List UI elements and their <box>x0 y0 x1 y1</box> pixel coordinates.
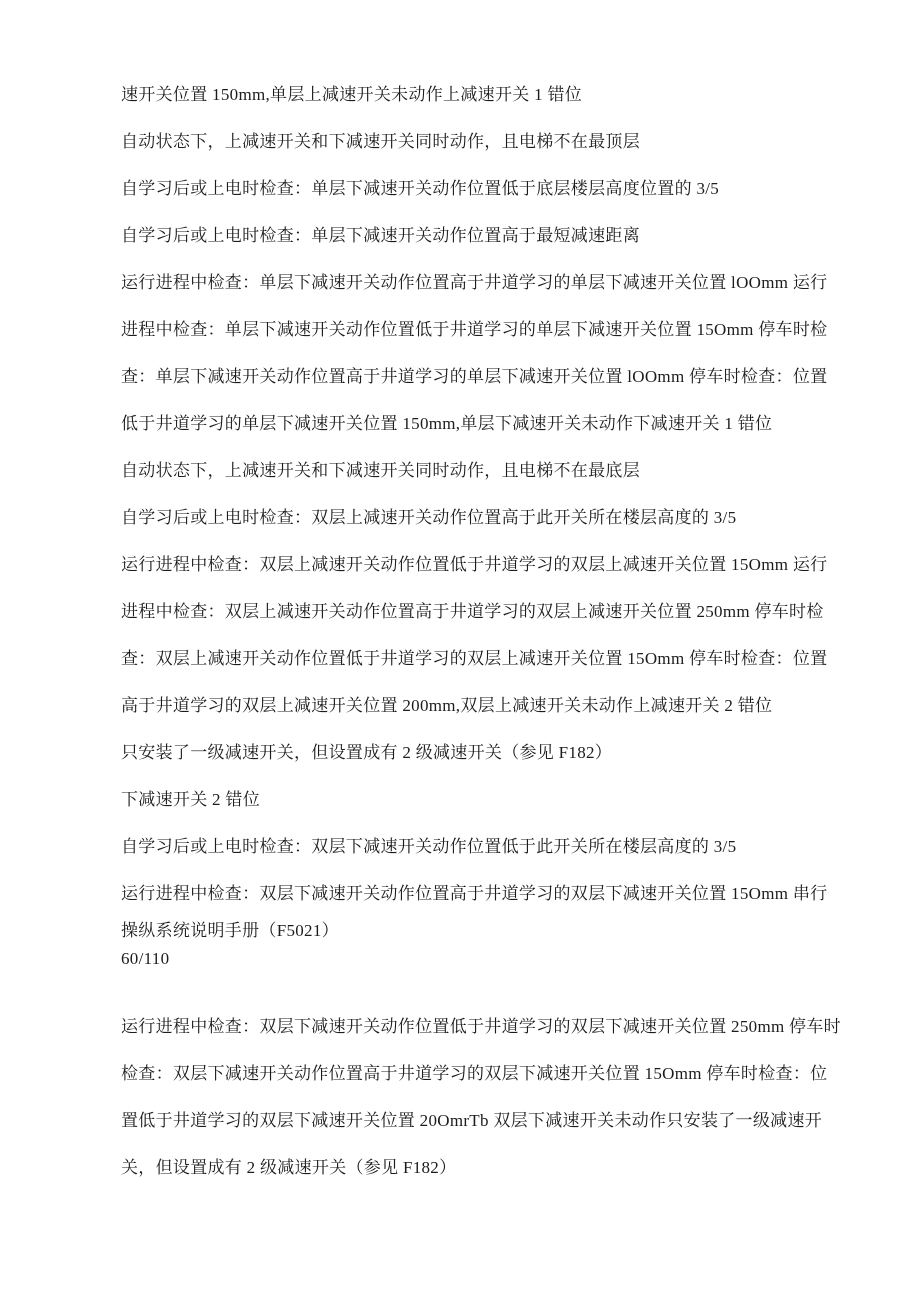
text-line: 查：单层下减速开关动作位置高于井道学习的单层下减速开关位置 lOOmm 停车时检查：位置 <box>121 367 828 386</box>
text-line: 检查：双层下减速开关动作位置高于井道学习的双层下减速开关位置 15Omm 停车时检查：位 <box>121 1064 828 1083</box>
text-line: 查：双层上减速开关动作位置低于井道学习的双层上减速开关位置 15Omm 停车时检查：位置 <box>121 649 828 668</box>
text-line: 只安装了一级减速开关，但设置成有 2 级减速开关（参见 F182） <box>121 743 613 762</box>
text-line: 低于井道学习的单层下减速开关位置 150mm,单层下减速开关未动作下减速开关 1 错位 <box>121 414 773 433</box>
text-line: 关，但设置成有 2 级减速开关（参见 F182） <box>121 1158 457 1177</box>
text-line: 运行进程中检查：双层下减速开关动作位置低于井道学习的双层下减速开关位置 250mm 停车时 <box>121 1017 841 1036</box>
text-line: 自动状态下，上减速开关和下减速开关同时动作，且电梯不在最底层 <box>121 461 640 480</box>
text-line: 置低于井道学习的双层下减速开关位置 20OmrTb 双层下减速开关未动作只安装了一级减速开 <box>121 1111 823 1130</box>
text-line: 运行进程中检查：单层下减速开关动作位置高于井道学习的单层下减速开关位置 lOOmm 运行 <box>121 273 828 292</box>
text-line: 高于井道学习的双层上减速开关位置 200mm,双层上减速开关未动作上减速开关 2 错位 <box>121 696 773 715</box>
text-line: 速开关位置 150mm,单层上减速开关未动作上减速开关 1 错位 <box>121 85 583 104</box>
text-line: 运行进程中检查：双层下减速开关动作位置高于井道学习的双层下减速开关位置 15Omm 串行 <box>121 884 828 903</box>
text-line: 运行进程中检查：双层上减速开关动作位置低于井道学习的双层上减速开关位置 15Omm 运行 <box>121 555 828 574</box>
page-number: 60/110 <box>121 949 170 968</box>
text-line: 进程中检查：双层上减速开关动作位置高于井道学习的双层上减速开关位置 250mm 停车时检 <box>121 602 824 621</box>
text-line: 自学习后或上电时检查：双层下减速开关动作位置低于此开关所在楼层高度的 3/5 <box>121 837 737 856</box>
manual-title-footer: 操纵系统说明手册（F5021） <box>121 921 339 940</box>
text-line: 自学习后或上电时检查：单层下减速开关动作位置高于最短减速距离 <box>121 226 640 245</box>
text-line: 自学习后或上电时检查：双层上减速开关动作位置高于此开关所在楼层高度的 3/5 <box>121 508 737 527</box>
text-line: 自学习后或上电时检查：单层下减速开关动作位置低于底层楼层高度位置的 3/5 <box>121 179 720 198</box>
text-line: 下减速开关 2 错位 <box>121 790 260 809</box>
text-line: 自动状态下，上减速开关和下减速开关同时动作，且电梯不在最顶层 <box>121 132 640 151</box>
text-line: 进程中检查：单层下减速开关动作位置低于井道学习的单层下减速开关位置 15Omm 停车时检 <box>121 320 828 339</box>
